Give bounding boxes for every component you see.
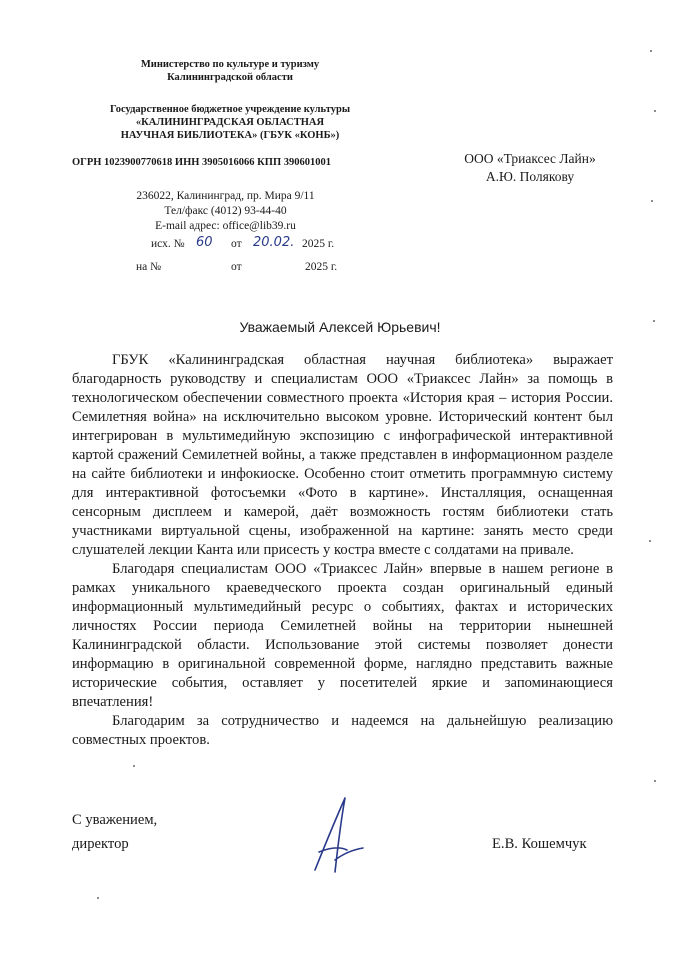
out-date-value: 20.02.	[253, 235, 295, 250]
phone-line: Тел/факс (4012) 93-44-40	[164, 205, 287, 217]
recipient-block	[440, 150, 620, 186]
scan-mark	[654, 110, 656, 112]
out-number-value: 60	[196, 235, 213, 250]
out-number-label: исх. №	[151, 238, 185, 250]
body-paragraph: Благодарим за сотрудничество и надеемся на дальнейшую реализацию совместных проектов.	[72, 713, 613, 748]
recipient-person: А.Ю. Полякову	[485, 169, 575, 184]
scan-mark	[654, 780, 656, 782]
out-date-label: от	[231, 238, 242, 250]
ministry-line: Министерство по культуре и туризму	[140, 59, 320, 70]
scan-mark	[133, 765, 135, 767]
scan-mark	[651, 200, 653, 202]
institution-line: Государственное бюджетное учреждение культуры	[109, 104, 351, 115]
in-date-label: от	[231, 261, 242, 273]
scan-edge-marks	[646, 20, 666, 920]
scan-mark	[97, 897, 99, 899]
scan-mark	[649, 540, 651, 542]
ministry-name	[95, 58, 365, 84]
recipient-company: ООО «Триаксес Лайн»	[464, 151, 596, 166]
institution-address	[118, 189, 333, 234]
signer-title: директор	[72, 836, 129, 852]
institution-name	[70, 103, 390, 142]
in-number-label: на №	[136, 261, 162, 273]
institution-line: НАУЧНАЯ БИБЛИОТЕКА» (ГБУК «КОНБ»)	[120, 130, 340, 141]
closing-regards: С уважением,	[72, 812, 158, 828]
out-year: 2025 г.	[302, 238, 335, 250]
body-paragraph: ГБУК «Калининградская областная научная библиотека» выражает благодарность руководству и специалистам ООО «Триаксес Лайн» за помощь в технологическом обеспечении совместного проекта «История края – история России. Семилетняя война» на исключительно высоком уровне. Исторический контент был интегрирован в мультимедийную экспозицию с инфографической интерактивной картой сражений Семилетней войны, а также представлен в информационном разделе на сайте библиотеки и инфокиоске. Особенно стоит отметить программную систему для интерактивной фотосъемки «Фото в картине». Инсталляция, оснащенная сенсорным дисплеем и камерой, даёт возможность гостям библиотеки стать участниками виртуальной сцены, изображенной на картине: занять место среди слушателей лекции Канта или присесть у костра вместе с солдатами на привале.	[72, 352, 613, 558]
greeting: Уважаемый Алексей Юрьевич!	[239, 319, 441, 335]
ministry-line: Калининградской области	[167, 72, 293, 83]
email-line: E-mail адрес: office@lib39.ru	[155, 220, 296, 232]
body-paragraph: Благодаря специалистам ООО «Триаксес Лайн» впервые в нашем регионе в рамках уникального краеведческого проекта создан оригинальный единый информационный мультимедийный ресурс о событиях, фактах и исторических личностях России периода Семилетней войны на территории нынешней Калининградской области. Использование этой системы позволяет донести информацию в оригинальной современной форме, наглядно представить важные исторические события, оставляет у посетителей яркие и запоминающиеся впечатления!	[72, 561, 613, 710]
signer-name: Е.В. Кошемчук	[492, 836, 587, 852]
scan-mark	[650, 50, 652, 52]
address-line: 236022, Калининград, пр. Мира 9/11	[136, 190, 315, 202]
handwritten-signature	[305, 790, 365, 880]
letter-body	[72, 351, 613, 750]
institution-line: «КАЛИНИНГРАДСКАЯ ОБЛАСТНАЯ	[135, 117, 325, 128]
registration-numbers: ОГРН 1023900770618 ИНН 3905016066 КПП 390601001	[72, 157, 332, 168]
scan-mark	[653, 320, 655, 322]
closing-block	[72, 808, 157, 856]
in-year: 2025 г.	[305, 261, 338, 273]
